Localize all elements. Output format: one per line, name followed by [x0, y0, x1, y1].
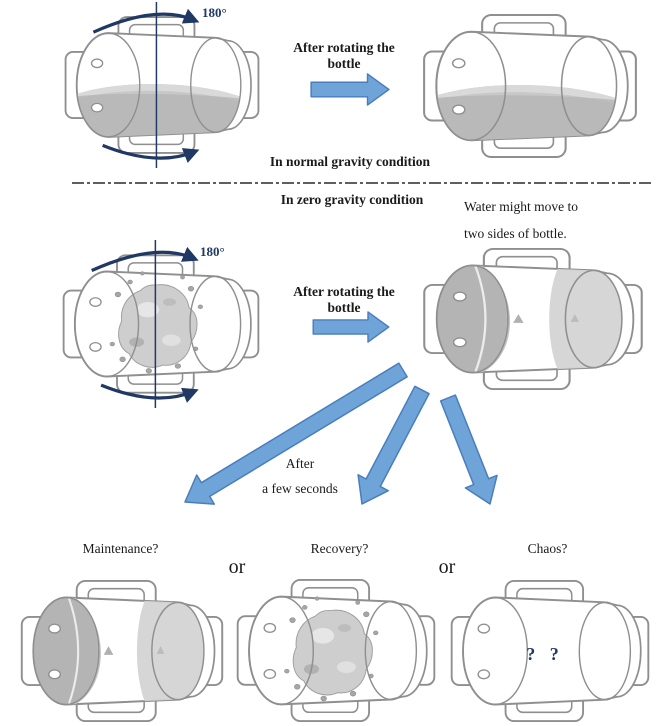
bottle-normal-after: [418, 12, 642, 160]
water-note: [464, 199, 624, 241]
rotation-angle-label: 180°: [202, 5, 227, 20]
bottle-outcome-maintenance: [16, 578, 228, 724]
after-rotating-label-normal: After rotating the bottle: [293, 40, 395, 71]
or-label-left: or: [228, 556, 246, 578]
after-seconds-line2: a few seconds: [262, 480, 338, 496]
after-seconds-label: [240, 456, 360, 496]
rotation-angle-label-zero: 180°: [200, 244, 225, 259]
right-arrow-icon-zero: [310, 310, 392, 344]
after-rotating-label-zero: After rotating the bottle: [293, 284, 395, 315]
normal-gravity-caption: In normal gravity condition: [269, 154, 431, 169]
bottle-normal-before: [60, 2, 264, 168]
right-arrow-icon: [308, 72, 392, 107]
section-divider: [72, 180, 654, 186]
water-note-line1: Water might move to: [464, 199, 579, 214]
maintenance-label: Maintenance?: [82, 541, 159, 556]
water-note-line2: two sides of bottle.: [464, 225, 567, 241]
chaos-question-marks: ? ?: [526, 644, 564, 664]
or-label-right: or: [438, 556, 456, 578]
chaos-label: Chaos?: [527, 541, 568, 556]
zero-gravity-caption: In zero gravity condition: [280, 192, 424, 207]
recovery-label: Recovery?: [310, 541, 369, 556]
after-seconds-line1: After: [285, 456, 315, 471]
bottle-outcome-recovery: [232, 577, 440, 724]
